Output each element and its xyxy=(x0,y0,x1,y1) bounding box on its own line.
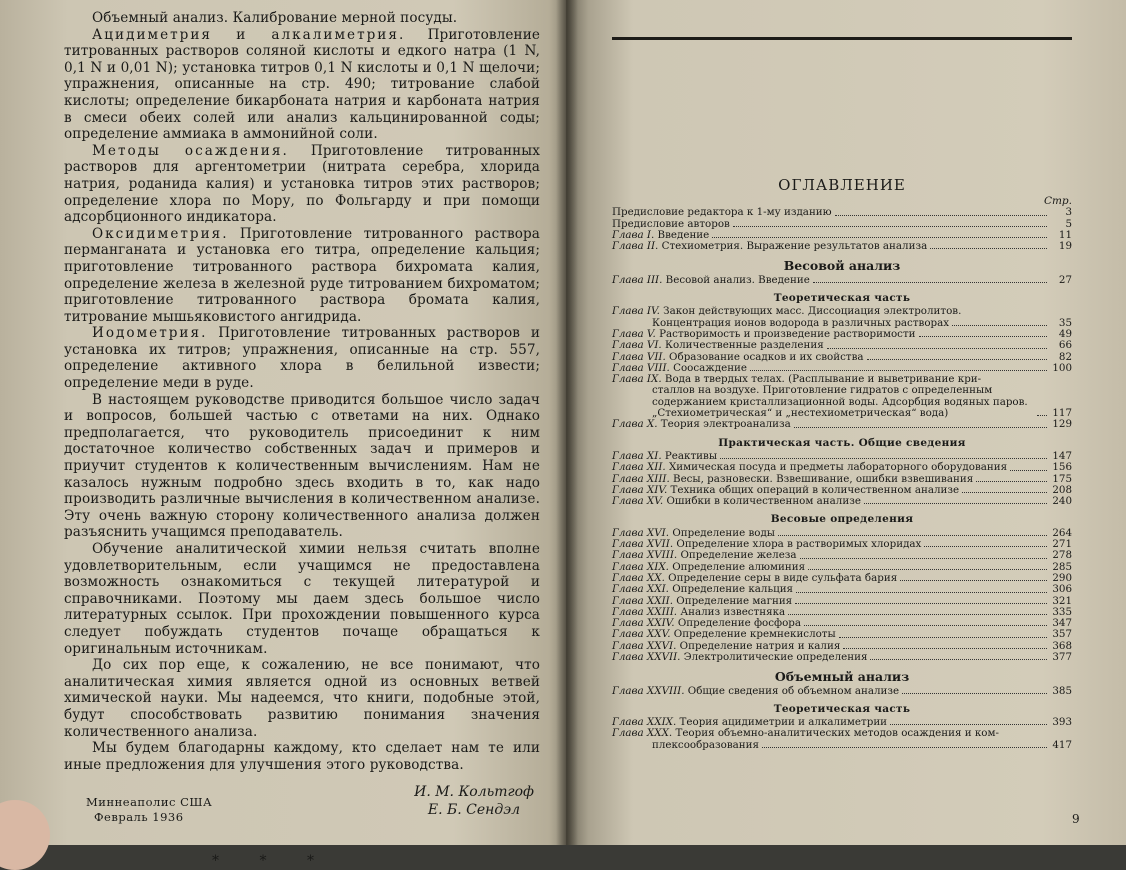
toc-page-number: 240 xyxy=(1052,495,1072,508)
paragraph-lead: Оксидиметрия. xyxy=(92,225,229,242)
toc-entry-title: Глава V. Растворимость и произведение растворимости xyxy=(612,327,916,340)
toc-page-number: 100 xyxy=(1052,361,1072,374)
toc-leader-dots xyxy=(924,546,1047,547)
toc-leader-dots xyxy=(952,325,1047,326)
toc-leader-dots xyxy=(870,659,1047,660)
author-signature-2: Е. Б. Сендэл xyxy=(427,802,520,819)
toc-entry-title: Глава XXVIII. Общие сведения об объемном анализе xyxy=(612,684,900,697)
toc-entry-title: Глава XXIII. Анализ известняка xyxy=(612,605,786,618)
preface-paragraph xyxy=(64,541,540,657)
toc-leader-dots xyxy=(902,693,1047,694)
paragraph-text: Приготовление титрованных растворов для аргентометрии (нитрата серебра, хлорида натрия, роданида калия) и установка титров этих растворов; определение хлора по Мору, по Фольгарду и при помощи адсорбционного индикатора. xyxy=(64,142,540,226)
toc-page-number: 35 xyxy=(1058,316,1072,329)
toc-chapter-label: Глава XXI. xyxy=(612,583,673,596)
preface-paragraph xyxy=(64,10,540,27)
toc-page-number: 368 xyxy=(1052,639,1072,652)
toc-subsection-heading: Весовые определения xyxy=(770,513,914,526)
toc-entry-title: Глава X. Теория электроанализа xyxy=(612,418,791,431)
toc-leader-dots xyxy=(795,603,1047,604)
toc-entry-continuation: Концентрация ионов водорода в различных растворах xyxy=(652,316,950,329)
preface-paragraph xyxy=(64,392,540,541)
toc-chapter-label: Глава XXX. xyxy=(612,727,676,740)
toc-page-number: 129 xyxy=(1052,418,1072,431)
toc-page-number: 49 xyxy=(1058,327,1072,340)
toc-page-number: 271 xyxy=(1052,538,1072,551)
paragraph-text: Приготовление титрованных растворов и установка их титров; упражнения, описанные на стр. 557, определение активного хлора в белильной извести; определение меди в руде. xyxy=(64,325,540,392)
paragraph-text: Приготовление титрованного раствора перманганата и установка его титра, определение кальция; приготовление титрованного раствора бихромата калия, определение железа в железной руде титрованием бихроматом; приготовление титрованного раствора бромата калия, титрование мышьяковистого ангидрида. xyxy=(64,225,540,325)
toc-page-number: 5 xyxy=(1065,217,1072,230)
toc-chapter-label: Глава XVII. xyxy=(612,538,677,551)
toc-entry-title: Глава XX. Определение серы в виде сульфата бария xyxy=(612,571,898,584)
preface-text xyxy=(64,10,540,773)
toc-chapter-label: Глава III. xyxy=(612,273,666,286)
toc-chapter-label: Глава XX. xyxy=(612,571,669,584)
toc-page-number: 393 xyxy=(1052,716,1072,729)
toc-page-number: 357 xyxy=(1052,628,1072,641)
toc-entry-title: Глава XIX. Определение алюминия xyxy=(612,560,806,573)
toc-entry[interactable] xyxy=(612,728,1072,751)
toc-entry-title: Глава XXV. Определение кремнекислоты xyxy=(612,628,836,641)
toc-leader-dots xyxy=(808,569,1047,570)
toc-entry-title: Глава XIV. Техника общих операций в количественном анализе xyxy=(612,483,960,496)
toc-leader-dots xyxy=(750,370,1047,371)
toc-leader-dots xyxy=(733,226,1047,227)
author-signature-1: И. М. Кольтгоф xyxy=(414,784,534,801)
toc-leader-dots xyxy=(796,592,1047,593)
toc-entry-title: Глава XXIX. Теория ацидиметрии и алкалиметрии xyxy=(612,716,888,729)
toc-page-number: 208 xyxy=(1052,483,1072,496)
toc-chapter-label: Глава XIX. xyxy=(612,560,673,573)
toc-entry-title: Глава XVIII. Определение железа xyxy=(612,549,797,562)
toc-page-number: 285 xyxy=(1052,560,1072,573)
paragraph-lead: Ацидиметрия и алкалиметрия. xyxy=(92,26,406,43)
toc-page-number: 306 xyxy=(1052,583,1072,596)
toc-entry[interactable] xyxy=(612,496,1072,507)
toc-page-number: 27 xyxy=(1058,273,1072,286)
section-stars: * * * xyxy=(212,853,332,870)
toc-entry-title: Глава XI. Реактивы xyxy=(612,449,718,462)
place-date xyxy=(86,795,212,825)
toc-page-number: 278 xyxy=(1052,549,1072,562)
toc-leader-dots xyxy=(835,215,1047,216)
toc-entry[interactable] xyxy=(612,241,1072,252)
toc-subsection-heading: Теоретическая часть xyxy=(773,702,911,715)
toc-page-number: 82 xyxy=(1058,350,1072,363)
toc-chapter-label: Глава XII. xyxy=(612,461,669,474)
toc-entry-title: Глава XXIV. Определение фосфора xyxy=(612,617,801,630)
toc-leader-dots xyxy=(843,648,1047,649)
toc-entry[interactable] xyxy=(612,306,1072,329)
paragraph-text: Объемный анализ. Калибрование мерной посуды. xyxy=(92,10,458,26)
toc-chapter-label: Глава XXIV. xyxy=(612,617,678,630)
toc-leader-dots xyxy=(1010,470,1047,471)
toc-leader-dots xyxy=(720,458,1047,459)
toc-body xyxy=(612,207,1072,751)
toc-leader-dots xyxy=(930,248,1047,249)
toc-page-number: 11 xyxy=(1058,228,1072,241)
toc-page-number: 66 xyxy=(1058,339,1072,352)
page-number: 9 xyxy=(1072,812,1080,826)
paragraph-text: Обучение аналитической химии нельзя считать вполне удовлетворительным, если учащимся не предоставлена возможность ознакомиться с текущей литературой и справочниками. Поэтому мы даем здесь большое число литературных ссылок. При прохождении повышенного курса следует побуждать студентов почаще обращаться к оригинальным источникам. xyxy=(64,541,540,657)
toc-leader-dots xyxy=(804,625,1047,626)
toc-chapter-label: Глава IX. xyxy=(612,373,665,386)
toc-entry-title: Глава XXI. Определение кальция xyxy=(612,583,794,596)
toc-chapter-label: Глава VIII. xyxy=(612,361,674,374)
toc-chapter-label: Глава XIV. xyxy=(612,483,671,496)
paragraph-text: Мы будем благодарны каждому, кто сделает нам те или иные предложения для улучшения этого руководства. xyxy=(64,740,540,773)
toc-entry-title: Глава I. Введение xyxy=(612,228,710,241)
toc-leader-dots xyxy=(778,535,1047,536)
toc-page-number: 335 xyxy=(1052,605,1072,618)
toc-chapter-label: Глава XXIX. xyxy=(612,716,680,729)
toc-entry-continuation: плексообразования xyxy=(652,738,760,751)
preface-paragraph xyxy=(64,143,540,226)
toc-leader-dots xyxy=(864,503,1047,504)
toc-entry-title: Глава II. Стехиометрия. Выражение результатов анализа xyxy=(612,240,928,253)
toc-page-number: 147 xyxy=(1052,449,1072,462)
toc-entry[interactable] xyxy=(612,374,1072,419)
toc-leader-dots xyxy=(1037,415,1047,416)
toc-chapter-label: Глава VII. xyxy=(612,350,670,363)
date-line: Февраль 1936 xyxy=(94,810,184,825)
toc-chapter-label: Глава XXVI. xyxy=(612,639,680,652)
preface-paragraph xyxy=(64,226,540,326)
toc-leader-dots xyxy=(794,427,1047,428)
toc-page-number: 377 xyxy=(1052,650,1072,663)
signature-block xyxy=(64,783,540,823)
toc-title: ОГЛАВЛЕНИЕ xyxy=(778,176,906,194)
toc-entry[interactable] xyxy=(612,686,1072,697)
preface-paragraph xyxy=(64,325,540,391)
toc-chapter-label: Глава XIII. xyxy=(612,472,673,485)
toc-subsection-heading: Практическая часть. Общие сведения xyxy=(718,436,966,449)
toc-page-number: 264 xyxy=(1052,526,1072,539)
toc-leader-dots xyxy=(762,747,1047,748)
toc-entry-title: Глава IX. Вода в твердых телах. (Расплывание и выветривание кри- xyxy=(612,373,982,386)
paragraph-text: До сих пор еще, к сожалению, не все понимают, что аналитическая химия является одной из основных ветвей химической науки. Мы надеемся, что книги, подобные этой, будут способствовать развитию понимания значения количественного анализа. xyxy=(64,657,540,740)
preface-paragraph xyxy=(64,657,540,740)
toc-section-heading: Объемный анализ xyxy=(774,669,910,685)
toc-chapter-label: Глава XI. xyxy=(612,449,665,462)
toc-chapter-label: Глава XXVII. xyxy=(612,650,684,663)
toc-entry-continuation: сталлов на воздухе. Приготовление гидратов с определенным содержанием кристаллизационной воды. Адсорбция водяных паров. „Стехиометрическая“ и „нестехиометрическая“ вода) xyxy=(652,384,1028,420)
toc-chapter-label: Глава X. xyxy=(612,418,661,431)
toc-chapter-label: Глава XXVIII. xyxy=(612,684,688,697)
toc-leader-dots xyxy=(839,637,1047,638)
toc-page-header: Стр. xyxy=(1043,195,1072,207)
toc-leader-dots xyxy=(962,492,1047,493)
toc-entry-title: Глава XIII. Весы, разновески. Взвешивание, ошибки взвешивания xyxy=(612,472,974,485)
toc-page-number: 417 xyxy=(1052,738,1072,751)
table-of-contents xyxy=(612,196,1072,751)
book-gutter xyxy=(556,0,578,845)
toc-page-number: 175 xyxy=(1052,472,1072,485)
preface-paragraph xyxy=(64,27,540,143)
toc-leader-dots xyxy=(976,481,1047,482)
toc-chapter-label: Глава XXII. xyxy=(612,594,677,607)
toc-subsection-heading: Теоретическая часть xyxy=(773,292,911,305)
toc-page-number: 3 xyxy=(1065,206,1072,219)
toc-entry-title: Предисловие редактора к 1-му изданию xyxy=(612,206,832,219)
preface-paragraph xyxy=(64,740,540,773)
toc-leader-dots xyxy=(890,724,1047,725)
paragraph-lead: Иодометрия. xyxy=(92,325,208,342)
toc-chapter-label: Глава IV. xyxy=(612,305,664,318)
toc-page-number: 385 xyxy=(1052,684,1072,697)
toc-chapter-label: Глава XV. xyxy=(612,495,667,508)
paragraph-text: Приготовление титрованных растворов соляной кислоты и едкого натра (1 N, 0,1 N и 0,01 N); установка титров 0,1 N кислоты и 0,1 N щелочи; упражнения, описанные на стр. 490; титрование слабой кислоты; определение бикарбоната натрия и карбоната натрия в смеси обеих солей или анализ кальцинированной соды; определение аммиака в аммонийной соли. xyxy=(64,26,540,143)
toc-entry-title: Глава IV. Закон действующих масс. Диссоциация электролитов. xyxy=(612,305,962,318)
toc-chapter-label: Глава XXIII. xyxy=(612,605,681,618)
toc-leader-dots xyxy=(900,580,1047,581)
toc-chapter-label: Глава XVIII. xyxy=(612,549,681,562)
toc-entry-title: Глава III. Весовой анализ. Введение xyxy=(612,273,810,286)
toc-entry[interactable] xyxy=(612,652,1072,663)
paragraph-text: В настоящем руководстве приводится большое число задач и вопросов, большей частью с ответами на них. Однако предполагается, что руководитель присоединит к ним достаточное количество собственных задач и примеров и приучит студентов к количественным вычислениям. Нам не казалось нужным подробно здесь входить в то, как надо производить различные вычисления в количественном анализе. Эту очень важную сторону количественного анализа должен разъяснить учащимся преподаватель. xyxy=(64,391,540,541)
toc-chapter-label: Глава XXV. xyxy=(612,628,674,641)
header-rule xyxy=(612,37,1072,40)
toc-page-number: 290 xyxy=(1052,571,1072,584)
toc-leader-dots xyxy=(813,282,1047,283)
toc-entry-title: Глава XVI. Определение воды xyxy=(612,526,775,539)
toc-chapter-label: Глава I. xyxy=(612,228,658,241)
toc-leader-dots xyxy=(800,558,1047,559)
toc-entry-title: Глава XXVI. Определение натрия и калия xyxy=(612,639,841,652)
toc-entry-title: Глава XXVII. Электролитические определения xyxy=(612,650,868,663)
toc-chapter-label: Глава XVI. xyxy=(612,526,673,539)
toc-leader-dots xyxy=(867,359,1047,360)
toc-page-number: 117 xyxy=(1052,407,1072,420)
toc-leader-dots xyxy=(788,614,1047,615)
toc-entry-title: Глава VI. Количественные разделения xyxy=(612,339,824,352)
toc-leader-dots xyxy=(712,237,1047,238)
toc-page-number: 321 xyxy=(1052,594,1072,607)
toc-entry[interactable] xyxy=(612,419,1072,430)
toc-entry-title: Глава XVII. Определение хлора в растворимых хлоридах xyxy=(612,538,922,551)
toc-chapter-label: Глава V. xyxy=(612,327,660,340)
toc-entry-title: Глава VII. Образование осадков и их свойства xyxy=(612,350,864,363)
toc-leader-dots xyxy=(919,336,1047,337)
toc-entry-title: Предисловие авторов xyxy=(612,217,730,230)
toc-entry-title: Глава XII. Химическая посуда и предметы лабораторного оборудования xyxy=(612,461,1008,474)
toc-entry-title: Глава VIII. Соосаждение xyxy=(612,361,748,374)
toc-section-heading: Весовой анализ xyxy=(783,258,901,274)
toc-entry-title: Глава XXX. Теория объемно-аналитических методов осаждения и ком- xyxy=(612,727,999,740)
toc-entry-title: Глава XXII. Определение магния xyxy=(612,594,793,607)
paragraph-lead: Методы осаждения. xyxy=(92,142,289,159)
toc-entry[interactable] xyxy=(612,275,1072,286)
toc-chapter-label: Глава VI. xyxy=(612,339,665,352)
toc-page-number: 347 xyxy=(1052,617,1072,630)
toc-entry-title: Глава XV. Ошибки в количественном анализе xyxy=(612,495,861,508)
toc-page-number: 19 xyxy=(1058,240,1072,253)
toc-chapter-label: Глава II. xyxy=(612,240,662,253)
toc-page-number: 156 xyxy=(1052,461,1072,474)
toc-leader-dots xyxy=(827,348,1047,349)
place-line: Миннеаполис США xyxy=(86,795,213,810)
